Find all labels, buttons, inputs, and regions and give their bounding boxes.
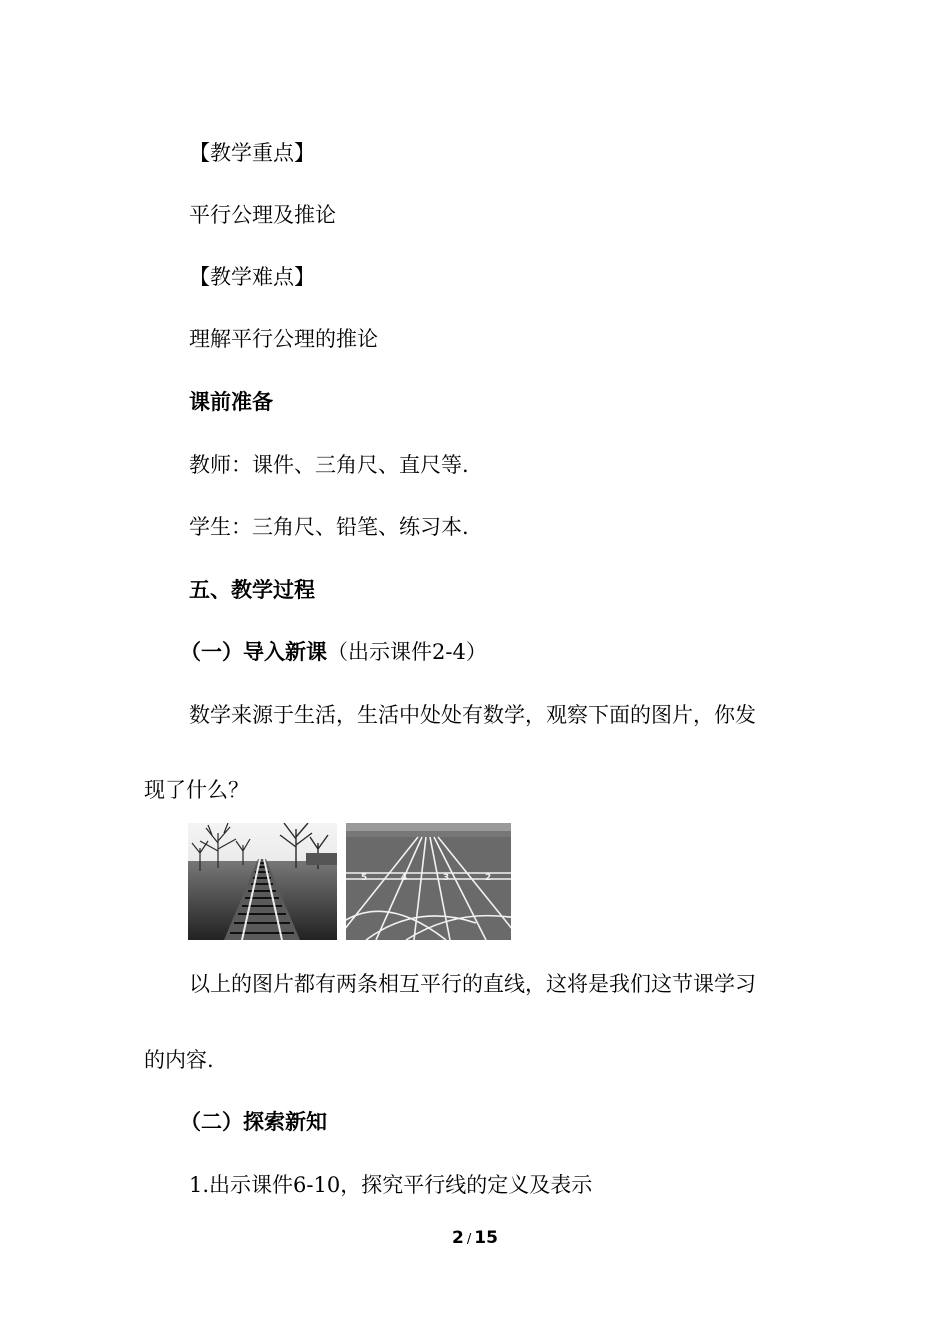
running-track-photo <box>346 823 511 940</box>
process-heading: 五、教学过程 <box>189 578 315 602</box>
lane-number: 5 <box>360 873 368 883</box>
key-points-text: 平行公理及推论 <box>189 203 336 227</box>
part1-heading <box>180 638 487 666</box>
railway-track-photo <box>188 823 337 940</box>
page-total: 15 <box>474 1228 498 1248</box>
part1-heading-bold: （一）导入新课 <box>180 640 327 664</box>
difficulty-text: 理解平行公理的推论 <box>189 327 378 351</box>
page-separator: / <box>466 1232 472 1247</box>
para2-line1: 以上的图片都有两条相互平行的直线，这将是我们这节课学习 <box>189 972 756 996</box>
lane-number: 4 <box>400 873 408 883</box>
para1-line1: 数学来源于生活，生活中处处有数学，观察下面的图片，你发 <box>189 703 756 727</box>
part2-item1: 1.出示课件6-10，探究平行线的定义及表示 <box>189 1173 593 1197</box>
lane-number: 2 <box>484 873 492 883</box>
part2-heading: （二）探索新知 <box>180 1110 327 1134</box>
para1-line2: 现了什么？ <box>144 778 249 802</box>
lane-number: 3 <box>442 873 450 883</box>
page-current: 2 <box>452 1228 464 1248</box>
difficulty-heading: 【教学难点】 <box>189 265 315 289</box>
teacher-prep: 教师：课件、三角尺、直尺等. <box>189 453 469 477</box>
preparation-heading: 课前准备 <box>189 390 273 414</box>
part1-heading-note: （出示课件2-4） <box>327 640 487 664</box>
student-prep: 学生：三角尺、铅笔、练习本. <box>189 515 469 539</box>
para2-line2: 的内容. <box>144 1048 214 1072</box>
page-indicator <box>0 1228 950 1248</box>
key-points-heading: 【教学重点】 <box>189 141 315 165</box>
